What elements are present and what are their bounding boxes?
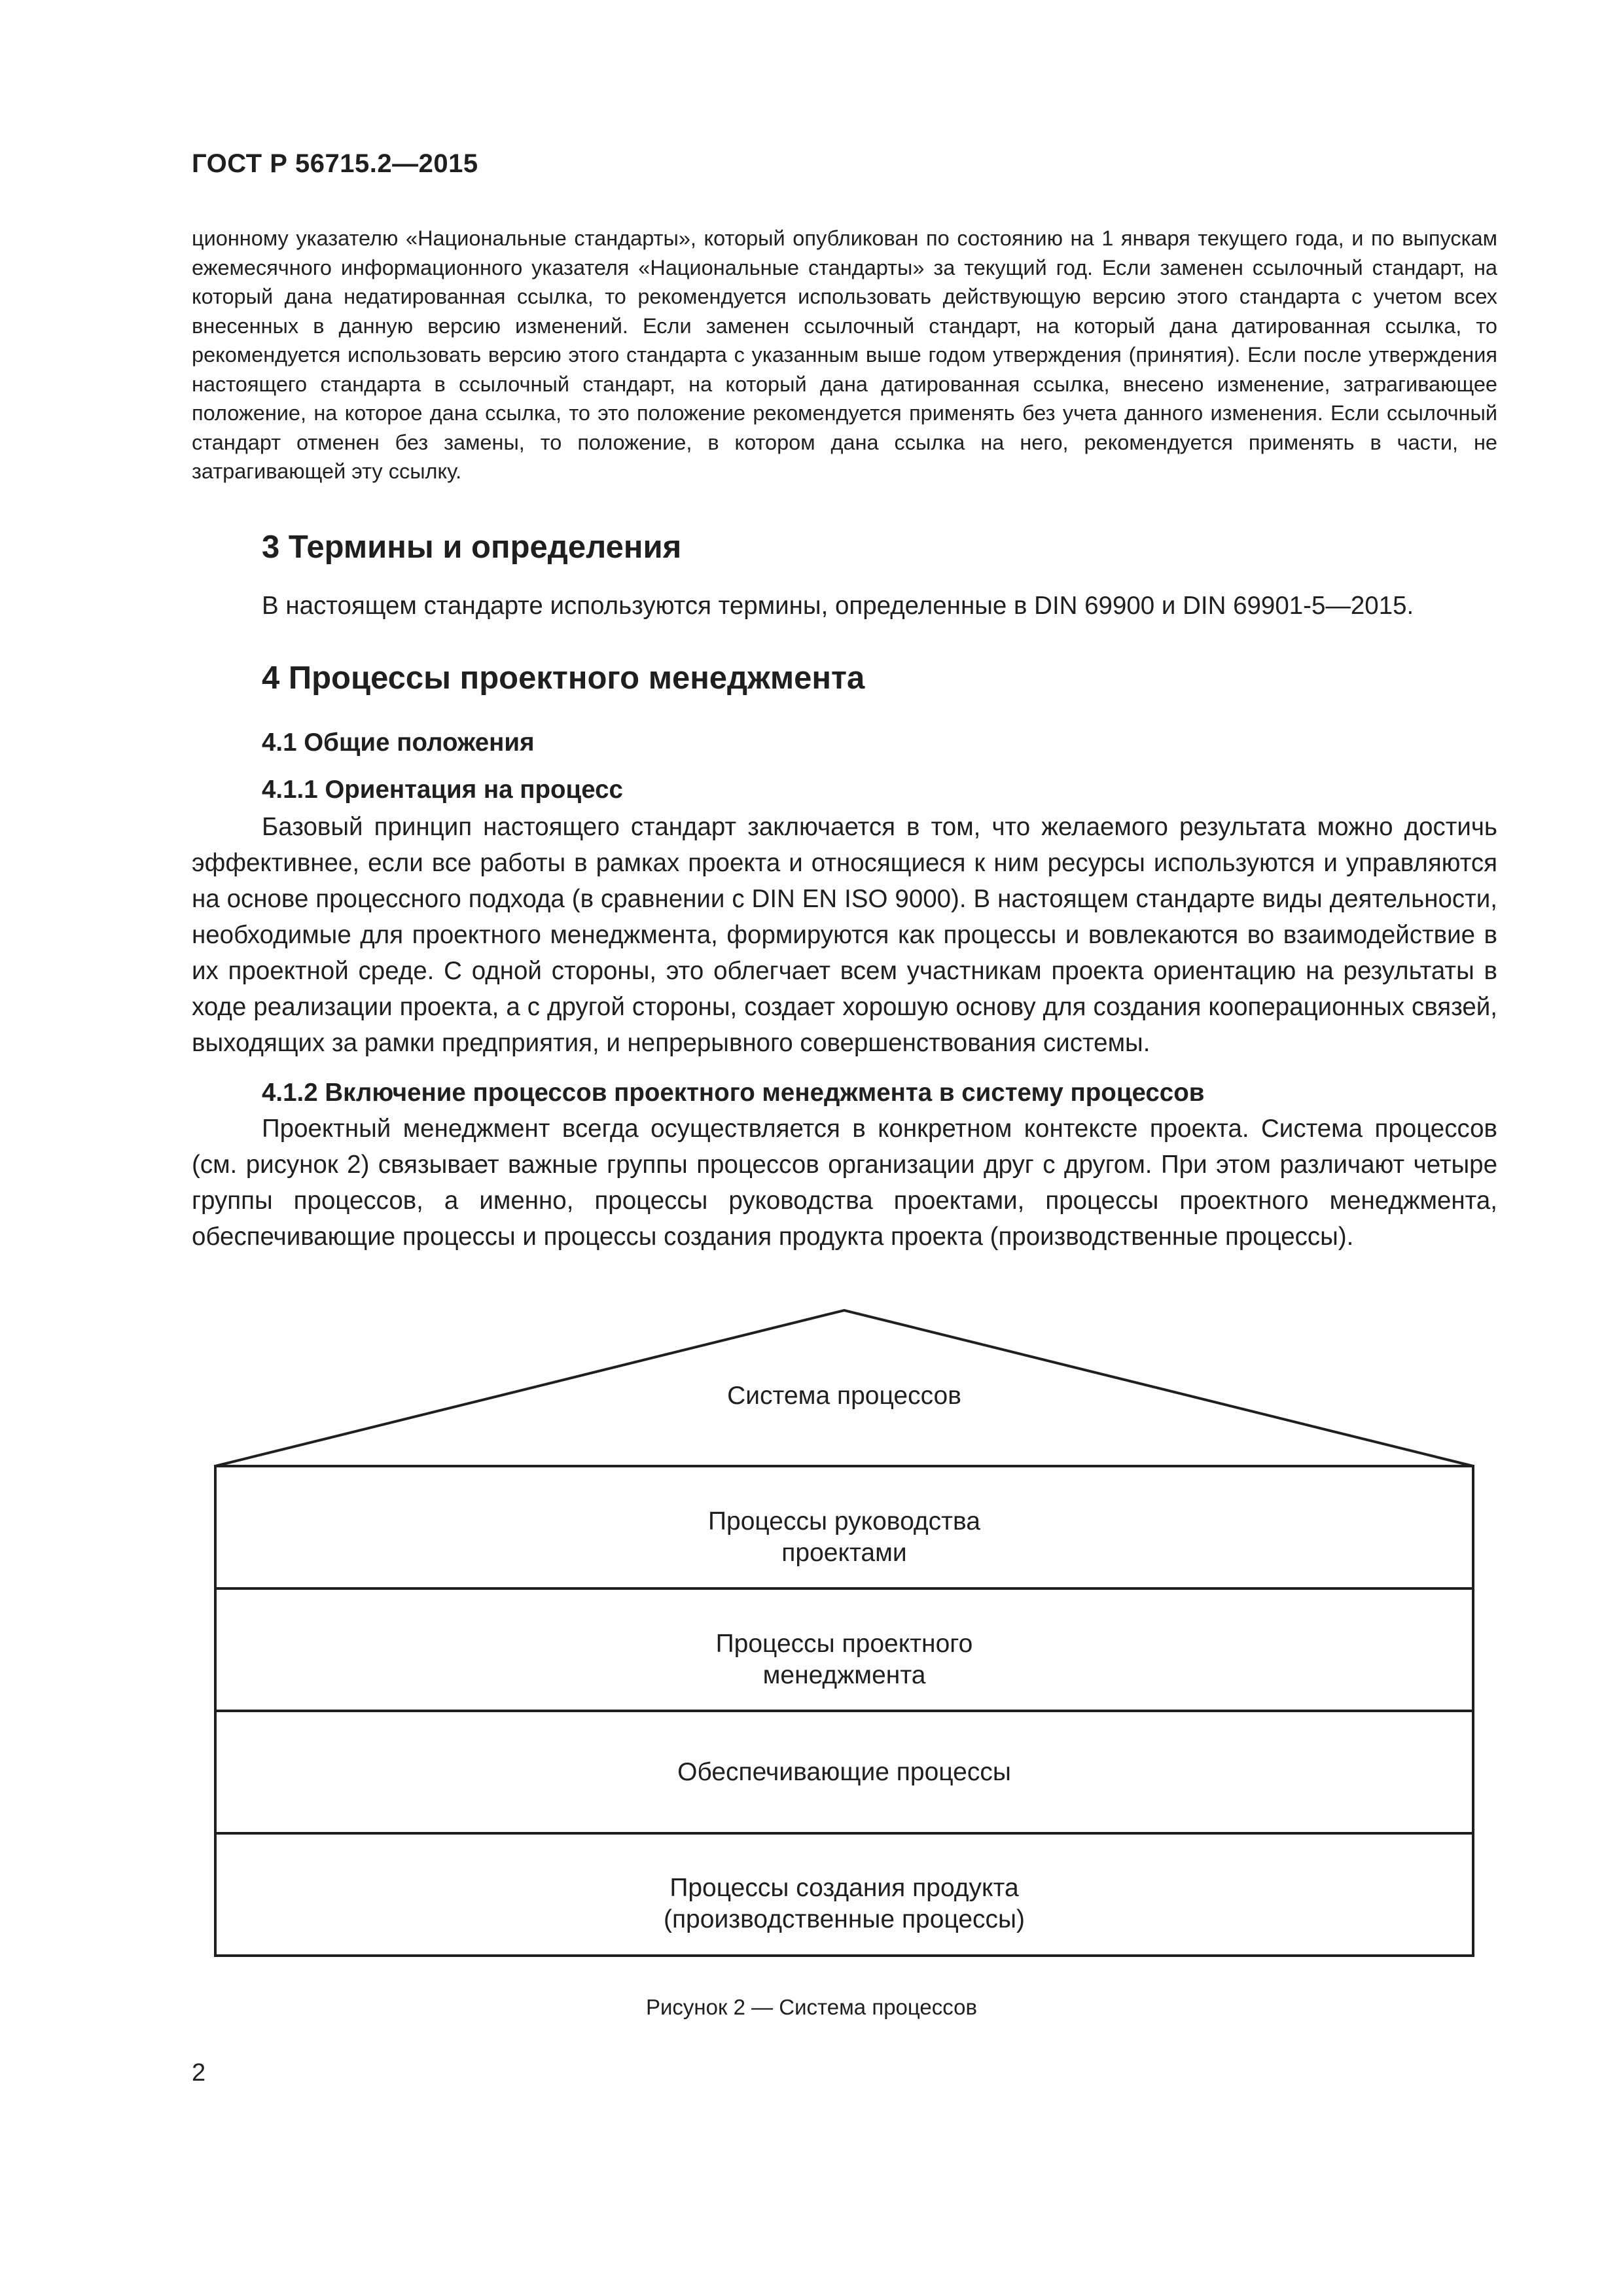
- process-system-svg: [209, 1306, 1479, 1964]
- process-system-diagram: [209, 1306, 1479, 1964]
- subsection-4-1-1-text: Базовый принцип настоящего стандарт заключается в том, что желаемого результата можно достичь эффективнее, если все работы в рамках проекта и относящиеся к ним ресурсы используются и управляются на основе процессного подхода (в сравнении с DIN EN ISO 9000). В настоящем стандарте виды деятельности, необходимые для проектного менеджмента, формируются как процессы и вовлекаются во взаимодействие в их проектной среде. С одной стороны, это облегчает всем участникам проекта ориентацию на результаты в ходе реализации проекта, а с другой стороны, создает хорошую основу для создания кооперационных связей, выходящих за рамки предприятия, и непрерывного совершенствования системы.: [192, 813, 1497, 1057]
- diagram-layer-4-line-2: (производственные процессы): [663, 1905, 1026, 1933]
- document-code: ГОСТ Р 56715.2—2015: [192, 149, 478, 178]
- diagram-roof-label: Система процессов: [727, 1382, 961, 1410]
- subsection-4-1-heading: 4.1 Общие положения: [262, 728, 535, 757]
- section-4-heading: 4 Процессы проектного менеджмента: [262, 660, 865, 696]
- intro-paragraph: [192, 224, 1497, 486]
- diagram-layer-2-line-1: Процессы проектного: [715, 1630, 973, 1658]
- figure-caption: Рисунок 2 — Система процессов: [645, 1995, 978, 2019]
- subsection-4-1-2-paragraph: [192, 1111, 1497, 1255]
- intro-paragraph-text: ционному указателю «Национальные стандарты», который опубликован по состоянию на 1 января текущего года, и по выпускам ежемесячного информационного указателя «Национальные стандарты» за текущий год. Если заменен ссылочный стандарт, на который дана недатированная ссылка, то рекомендуется использовать действующую версию этого стандарта с учетом всех внесенных в данную версию изменений. Если заменен ссылочный стандарт, на который дана датированная ссылка, то рекомендуется использовать версию этого стандарта с указанным выше годом утверждения (принятия). Если после утверждения настоящего стандарта в ссылочный стандарт, на который дана датированная ссылка, внесено изменение, затрагивающее положение, на которое дана ссылка, то это положение рекомендуется применять без учета данного изменения. Если ссылочный стандарт отменен без замены, то положение, в котором дана ссылка на него, рекомендуется применять в части, не затрагивающей эту ссылку.: [192, 226, 1497, 483]
- subsection-4-1-1-heading: 4.1.1 Ориентация на процесс: [262, 776, 623, 804]
- diagram-layer-1-line-1: Процессы руководства: [707, 1507, 981, 1535]
- subsection-4-1-2-text: Проектный менеджмент всегда осуществляется в конкретном контексте проекта. Система процессов (см. рисунок 2) связывает важные группы процессов организации друг с другом. При этом различают четыре группы процессов, а именно, процессы руководства проектами, процессы проектного менеджмента, обеспечивающие процессы и процессы создания продукта проекта (производственные процессы).: [192, 1115, 1497, 1251]
- diagram-layer-3-line-1: Обеспечивающие процессы: [677, 1758, 1011, 1786]
- diagram-layer-4-line-1: Процессы создания продукта: [669, 1874, 1019, 1902]
- diagram-layer-1-line-2: проектами: [781, 1539, 907, 1567]
- diagram-layer-2-line-2: менеджмента: [762, 1661, 926, 1689]
- section-3-text: В настоящем стандарте используются термины, определенные в DIN 69900 и DIN 69901-5—2015.: [262, 592, 1414, 620]
- section-3-heading: 3 Термины и определения: [262, 529, 682, 565]
- subsection-4-1-2-heading: 4.1.2 Включение процессов проектного менеджмента в систему процессов: [262, 1079, 1205, 1107]
- page-number: 2: [192, 2059, 206, 2087]
- subsection-4-1-1-paragraph: [192, 809, 1497, 1061]
